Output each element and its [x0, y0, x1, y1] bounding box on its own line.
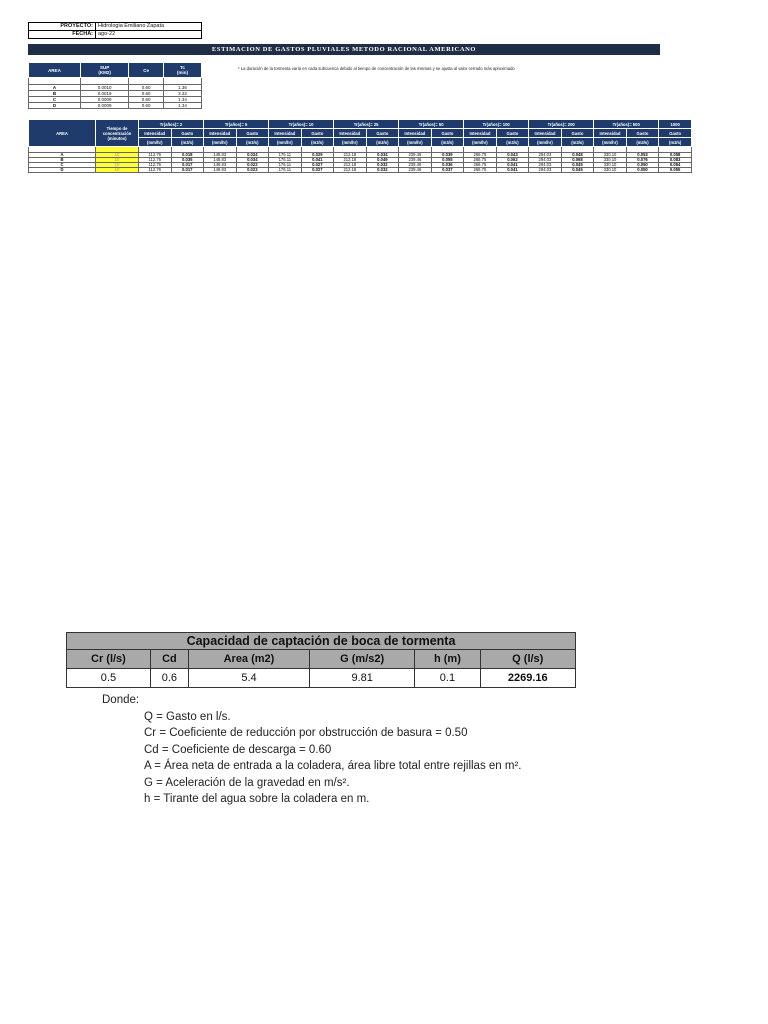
unit-header: (m3/s) — [431, 138, 464, 147]
intensity-value-cell: 212.18 — [334, 168, 367, 173]
area-label-cell: D — [29, 168, 96, 173]
unit-header: (m3/s) — [659, 138, 692, 147]
intensity-value-cell: 112.76 — [139, 163, 172, 168]
flow-header-periods — [29, 120, 692, 129]
intensity-value-cell: 239.46 — [399, 163, 432, 168]
storm-drain-header-cell: Q (l/s) — [480, 650, 575, 669]
concentration-time-cell: 10 — [96, 163, 139, 168]
intensity-value-cell: 112.76 — [139, 158, 172, 163]
unit-header: (m3/s) — [496, 138, 529, 147]
flow-value-cell: 0.037 — [431, 168, 464, 173]
area-label-cell: C — [29, 97, 81, 103]
intensity-header: Intensidad — [399, 129, 432, 138]
intensity-value-cell: 148.83 — [204, 153, 237, 158]
intensity-value-cell: 330.10 — [594, 168, 627, 173]
table-cell: 0.60 — [129, 97, 164, 103]
table-row-blank — [29, 78, 202, 85]
intensity-value-cell: 212.18 — [334, 153, 367, 158]
flow-value-cell: 0.017 — [171, 163, 204, 168]
storm-drain-header-cell: Cr (l/s) — [67, 650, 151, 669]
project-row — [29, 23, 202, 31]
flow-value-cell: 0.018 — [171, 153, 204, 158]
area-col-header: AREA — [29, 120, 96, 147]
intensity-header: Intensidad — [464, 129, 497, 138]
storm-drain-header-row — [67, 650, 576, 669]
flow-header: Gasto — [366, 129, 399, 138]
unit-header: (mm/hr) — [464, 138, 497, 147]
flow-value-cell: 0.048 — [561, 153, 594, 158]
storm-drain-title: Capacidad de captación de boca de tormenta — [67, 633, 576, 650]
definition-item: Cr = Coeficiente de reducción por obstrucción de basura = 0.50 — [144, 727, 468, 739]
storm-drain-value-cell: 9.81 — [310, 669, 415, 688]
intensity-value-cell: 239.46 — [399, 153, 432, 158]
return-period-header: Tr(años)= 5 — [204, 120, 269, 129]
flow-value-cell: 0.017 — [171, 168, 204, 173]
flow-header: Gasto — [171, 129, 204, 138]
intensity-value-cell: 176.11 — [269, 168, 302, 173]
flow-value-cell: 0.029 — [301, 153, 334, 158]
unit-header: (m3/s) — [366, 138, 399, 147]
intensity-value-cell: 148.83 — [204, 168, 237, 173]
intensity-header: Intensidad — [139, 129, 172, 138]
unit-header: (m3/s) — [171, 138, 204, 147]
table-row — [29, 168, 692, 173]
intensity-value-cell: 266.75 — [464, 153, 497, 158]
flow-header: Gasto — [626, 129, 659, 138]
flow-value-cell: 0.032 — [366, 168, 399, 173]
return-period-header: Tr(años)= 100 — [464, 120, 529, 129]
project-value: Hidrologia Emiliano Zapata — [96, 23, 202, 31]
return-period-header: 1000 — [659, 120, 692, 129]
table-cell: 0.0010 — [80, 85, 128, 91]
table-cell: 1.34 — [163, 97, 201, 103]
return-period-header: Tr(años)= 25 — [334, 120, 399, 129]
table-cell: 0.0019 — [80, 91, 128, 97]
unit-header: (mm/hr) — [399, 138, 432, 147]
area-table-header — [29, 63, 202, 78]
flow-header: Gasto — [496, 129, 529, 138]
flow-value-cell: 0.053 — [626, 153, 659, 158]
storm-drain-header-cell: Area (m2) — [188, 650, 309, 669]
flow-value-cell: 0.035 — [171, 158, 204, 163]
definition-item: h = Tirante del agua sobre la coladera en m. — [144, 793, 370, 805]
concentration-time-cell: 10 — [96, 158, 139, 163]
intensity-value-cell: 330.10 — [594, 163, 627, 168]
area-col-header: AREA — [29, 63, 81, 78]
unit-header: (m3/s) — [561, 138, 594, 147]
date-label: FECHA: — [29, 31, 96, 39]
intensity-value-cell: 176.11 — [269, 158, 302, 163]
table-cell: 0.60 — [129, 91, 164, 97]
unit-header: (mm/hr) — [204, 138, 237, 147]
flow-value-cell: 0.027 — [301, 163, 334, 168]
storm-drain-value-cell: 0.6 — [150, 669, 188, 688]
area-label-cell: C — [29, 163, 96, 168]
storm-drain-header-cell: G (m/s2) — [310, 650, 415, 669]
table-cell: 1.34 — [163, 103, 201, 109]
flow-header: Gasto — [431, 129, 464, 138]
unit-header: (m3/s) — [626, 138, 659, 147]
flow-value-cell: 0.034 — [366, 153, 399, 158]
definition-item: Q = Gasto en l/s. — [144, 710, 231, 723]
flow-value-cell: 0.022 — [236, 163, 269, 168]
flow-header: Gasto — [236, 129, 269, 138]
intensity-value-cell: 330.10 — [594, 158, 627, 163]
flow-value-cell: 0.055 — [431, 158, 464, 163]
intensity-header: Intensidad — [204, 129, 237, 138]
area-table — [28, 62, 202, 109]
intensity-value-cell: 294.03 — [529, 153, 562, 158]
flow-value-cell: 0.055 — [659, 168, 692, 173]
flow-value-cell: 0.036 — [431, 163, 464, 168]
unit-header: (mm/hr) — [594, 138, 627, 147]
date-row — [29, 31, 202, 39]
flow-value-cell: 0.054 — [659, 163, 692, 168]
storm-drain-value-cell: 0.5 — [67, 669, 151, 688]
unit-header: (m3/s) — [301, 138, 334, 147]
flow-value-cell: 0.050 — [626, 168, 659, 173]
intensity-value-cell: 294.03 — [529, 163, 562, 168]
storm-drain-header-cell: Cd — [150, 650, 188, 669]
flow-value-cell: 0.083 — [659, 158, 692, 163]
area-label-cell: B — [29, 91, 81, 97]
intensity-value-cell: 176.11 — [269, 153, 302, 158]
return-period-header: Tr(años)= 200 — [529, 120, 594, 129]
table-row — [29, 103, 202, 109]
intensity-value-cell: 294.03 — [529, 158, 562, 163]
storm-drain-capacity-table — [66, 632, 576, 688]
return-period-header: Tr(años)= 2 — [139, 120, 204, 129]
unit-header: (mm/hr) — [334, 138, 367, 147]
table-cell: 0.0009 — [80, 103, 128, 109]
tc-col-header: Tc (min) — [163, 63, 201, 78]
flow-value-cell: 0.045 — [561, 163, 594, 168]
intensity-value-cell: 112.76 — [139, 153, 172, 158]
sup-col-header: SUP (KM2) — [80, 63, 128, 78]
project-label: PROYECTO: — [29, 23, 96, 31]
definitions-list — [102, 709, 521, 808]
flow-value-cell: 0.058 — [659, 153, 692, 158]
flow-value-cell: 0.041 — [301, 158, 334, 163]
return-period-header: Tr(años)= 50 — [399, 120, 464, 129]
intensity-value-cell: 112.76 — [139, 168, 172, 173]
concentration-time-cell: 10 — [96, 153, 139, 158]
intensity-value-cell: 212.18 — [334, 158, 367, 163]
flow-value-cell: 0.050 — [626, 163, 659, 168]
definition-item: A = Área neta de entrada a la coladera, área libre total entre rejillas en m². — [144, 760, 522, 772]
flow-value-cell: 0.024 — [236, 153, 269, 158]
area-table-body — [29, 78, 202, 109]
page-title: ESTIMACION DE GASTOS PLUVIALES METODO RACIONAL AMERICANO — [28, 44, 660, 55]
flow-value-cell: 0.068 — [561, 158, 594, 163]
intensity-value-cell: 294.03 — [529, 168, 562, 173]
intensity-value-cell: 239.46 — [399, 168, 432, 173]
definitions-label: Donde: — [102, 694, 140, 706]
intensity-value-cell: 212.18 — [334, 163, 367, 168]
definition-item: G = Aceleración de la gravedad en m/s². — [144, 776, 350, 789]
date-value: ago-22 — [96, 31, 202, 39]
intensity-value-cell: 148.83 — [204, 163, 237, 168]
intensity-header: Intensidad — [334, 129, 367, 138]
storm-drain-values-row — [67, 669, 576, 688]
flow-value-cell: 0.045 — [561, 168, 594, 173]
intensity-header: Intensidad — [269, 129, 302, 138]
intensity-value-cell: 330.10 — [594, 153, 627, 158]
storm-drain-value-cell: 5.4 — [188, 669, 309, 688]
flow-header: Gasto — [561, 129, 594, 138]
table-cell: 0.60 — [129, 85, 164, 91]
table-cell: 0.0009 — [80, 97, 128, 103]
intensity-value-cell: 176.11 — [269, 163, 302, 168]
flow-value-cell: 0.049 — [366, 158, 399, 163]
table-cell: 1.36 — [163, 85, 201, 91]
area-label-cell: A — [29, 153, 96, 158]
flow-value-cell: 0.039 — [431, 153, 464, 158]
definitions — [102, 692, 521, 808]
flow-value-cell: 0.027 — [301, 168, 334, 173]
storm-drain-value-cell: 0.1 — [415, 669, 480, 688]
intensity-value-cell: 266.75 — [464, 158, 497, 163]
flow-estimate-table — [28, 119, 692, 173]
unit-header: (m3/s) — [236, 138, 269, 147]
flow-header: Gasto — [659, 129, 692, 138]
return-period-header: Tr(años)= 500 — [594, 120, 659, 129]
flow-header: Gasto — [301, 129, 334, 138]
storm-drain-header-cell: h (m) — [415, 650, 480, 669]
concentration-time-cell: 10 — [96, 168, 139, 173]
storm-drain-value-cell: 2269.16 — [480, 669, 575, 688]
tc-col-header: Tiempo de concentración (minutos) — [96, 120, 139, 147]
intensity-value-cell: 239.46 — [399, 158, 432, 163]
intensity-value-cell: 266.75 — [464, 163, 497, 168]
duration-note: * La duración de la tormenta varía en cada subcuenca debido al tiempo de concentración de las mismas y se ajusta al valor cerrado más aproximado — [238, 66, 515, 71]
table-cell: 3.32 — [163, 91, 201, 97]
ce-col-header: Ce — [129, 63, 164, 78]
return-period-header: Tr(años)= 10 — [269, 120, 334, 129]
table-cell: 0.60 — [129, 103, 164, 109]
flow-value-cell: 0.043 — [496, 153, 529, 158]
flow-value-cell: 0.076 — [626, 158, 659, 163]
area-label-cell: D — [29, 103, 81, 109]
unit-header: (mm/hr) — [529, 138, 562, 147]
intensity-value-cell: 148.83 — [204, 158, 237, 163]
intensity-header: Intensidad — [529, 129, 562, 138]
flow-value-cell: 0.034 — [236, 158, 269, 163]
flow-value-cell: 0.062 — [496, 158, 529, 163]
flow-value-cell: 0.041 — [496, 163, 529, 168]
unit-header: (mm/hr) — [139, 138, 172, 147]
project-info-table — [28, 22, 202, 39]
flow-value-cell: 0.041 — [496, 168, 529, 173]
flow-value-cell: 0.023 — [236, 168, 269, 173]
flow-value-cell: 0.032 — [366, 163, 399, 168]
area-label-cell: B — [29, 158, 96, 163]
unit-header: (mm/hr) — [269, 138, 302, 147]
area-label-cell: A — [29, 85, 81, 91]
definition-item: Cd = Coeficiente de descarga = 0.60 — [144, 743, 332, 756]
intensity-header: Intensidad — [594, 129, 627, 138]
intensity-value-cell: 266.75 — [464, 168, 497, 173]
